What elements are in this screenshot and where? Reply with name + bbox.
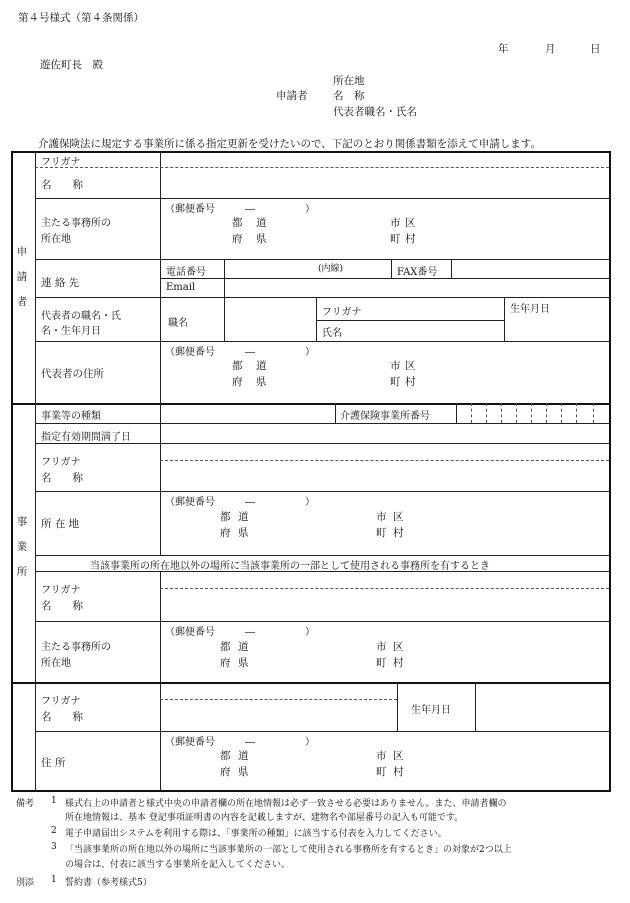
intro-text: 介護保険法に規定する事業所に係る指定更新を受けたいので、下記のとおり関係書類を添えて申請します。 xyxy=(38,138,541,150)
office-name-label: 名 称 xyxy=(41,472,83,484)
person-furigana-label: フリガナ xyxy=(41,696,81,707)
person-do: 道 xyxy=(238,750,249,762)
rep-name-label: 氏名 xyxy=(322,328,342,339)
applicant-ken: 県 xyxy=(256,233,267,245)
note-1-number: 1 xyxy=(51,796,57,806)
note-3-line-2: の場合は、付表に該当する事業所を記入してください。 xyxy=(65,860,291,870)
applicant-fu: 府 xyxy=(232,233,243,245)
rep-address-label: 代表者の住所 xyxy=(41,368,104,380)
office-to: 都 xyxy=(220,511,231,523)
rep-birth-label: 生年月日 xyxy=(510,304,550,315)
phone-label: 電話番号 xyxy=(166,267,206,278)
person-address-label: 住 所 xyxy=(41,757,66,769)
rep-title-label: 職名 xyxy=(168,318,188,329)
applicant-to: 都 xyxy=(232,217,243,229)
rep-shi: 市 xyxy=(390,360,401,372)
branch-fu: 府 xyxy=(220,657,231,669)
note-2-number: 2 xyxy=(51,826,57,836)
extension-label: (内線) xyxy=(318,264,344,274)
branch-do: 道 xyxy=(238,641,249,653)
office-shi: 市 xyxy=(376,511,387,523)
branch-furigana-label: フリガナ xyxy=(41,585,81,596)
rep-ku: 区 xyxy=(405,360,416,372)
date-month: 月 xyxy=(545,43,556,55)
rep-label-1: 代表者の職名・氏 xyxy=(41,311,121,322)
branch-son: 村 xyxy=(393,657,404,669)
office-furigana-label: フリガナ xyxy=(41,457,81,468)
person-fu: 府 xyxy=(220,766,231,778)
person-postal: （郵便番号 ― ） xyxy=(165,737,315,748)
office-fu: 府 xyxy=(220,527,231,539)
person-ku: 区 xyxy=(393,750,404,762)
rep-to: 都 xyxy=(232,360,243,372)
applicant-main-office-label-1: 主たる事務所の xyxy=(41,218,111,229)
office-section-label: 事 業 所 xyxy=(16,516,28,578)
insurance-number-label: 介護保険事業所番号 xyxy=(340,411,430,422)
notes-label: 備考 xyxy=(16,799,35,809)
header-applicant-label: 申請者 xyxy=(276,90,308,102)
applicant-shi: 市 xyxy=(390,217,401,229)
date-year: 年 xyxy=(498,43,509,55)
addressee: 遊佐町長 殿 xyxy=(40,59,103,71)
attachment-number: 1 xyxy=(51,875,57,885)
applicant-main-office-label-2: 所在地 xyxy=(41,234,71,245)
person-cho: 町 xyxy=(376,766,387,778)
branch-office-note: 当該事業所の所在地以外の場所に当該事業所の一部として使用される事務所を有するとき xyxy=(90,561,490,572)
branch-postal: （郵便番号 ― ） xyxy=(165,627,315,638)
branch-to: 都 xyxy=(220,641,231,653)
note-3-number: 3 xyxy=(51,842,57,852)
person-birth-label: 生年月日 xyxy=(411,705,451,716)
branch-cho: 町 xyxy=(376,657,387,669)
note-1-line-1: 様式右上の申請者と様式中央の申請者欄の所在地情報は必ず一致させる必要はありません。また、申請者欄の xyxy=(65,799,507,809)
note-3-line-1: 「当該事業所の所在地以外の場所に当該事業所の一部として使用される事務所を有するとき」の対象が2つ以上 xyxy=(65,845,512,855)
person-shi: 市 xyxy=(376,750,387,762)
attachment-label: 別添 xyxy=(16,878,35,888)
header-address-label: 所在地 xyxy=(333,75,365,87)
person-to: 都 xyxy=(220,750,231,762)
branch-shi: 市 xyxy=(376,641,387,653)
attachment-text: 誓約書（参考様式5） xyxy=(65,878,152,888)
office-ken: 県 xyxy=(238,527,249,539)
rep-postal: （郵便番号 ― ） xyxy=(165,347,315,358)
header-rep-label: 代表者職名・氏名 xyxy=(333,106,417,118)
rep-ken: 県 xyxy=(256,376,267,388)
branch-ku: 区 xyxy=(393,641,404,653)
person-ken: 県 xyxy=(238,766,249,778)
office-do: 道 xyxy=(238,511,249,523)
rep-son: 村 xyxy=(405,376,416,388)
rep-cho: 町 xyxy=(390,376,401,388)
note-2-text: 電子申請届出システムを利用する際は、「事業所の種類」に該当する付表を入力してください。 xyxy=(65,829,447,839)
rep-do: 道 xyxy=(256,360,267,372)
applicant-section-label: 申 請 者 xyxy=(16,246,28,308)
business-type-label: 事業等の種類 xyxy=(41,411,101,422)
fax-label: FAX番号 xyxy=(397,267,438,278)
email-label: Email xyxy=(166,282,196,293)
header-name-label: 名 称 xyxy=(333,90,365,102)
rep-label-2: 名・生年月日 xyxy=(41,326,101,337)
branch-main-office-label-1: 主たる事務所の xyxy=(41,642,111,653)
applicant-name-label: 名 称 xyxy=(41,179,83,191)
office-location-label: 所 在 地 xyxy=(41,518,80,530)
branch-main-office-label-2: 所在地 xyxy=(41,658,71,669)
branch-name-label: 名 称 xyxy=(41,600,83,612)
rep-fu: 府 xyxy=(232,376,243,388)
applicant-son: 村 xyxy=(405,233,416,245)
applicant-postal: （郵便番号 ― ） xyxy=(165,204,315,215)
office-postal: （郵便番号 ― ） xyxy=(165,497,315,508)
rep-furigana-label: フリガナ xyxy=(322,307,362,318)
note-1-line-2: 所在地情報は、基本 登記事項証明書の内容を記載しますが、建物名や部屋番号の記入も可能です。 xyxy=(65,813,464,823)
contact-label: 連 絡 先 xyxy=(41,277,80,289)
person-name-label: 名 称 xyxy=(41,711,83,723)
applicant-cho: 町 xyxy=(390,233,401,245)
office-son: 村 xyxy=(393,527,404,539)
applicant-ku: 区 xyxy=(405,217,416,229)
form-title: 第４号様式（第４条関係） xyxy=(18,12,144,24)
office-cho: 町 xyxy=(376,527,387,539)
date-day: 日 xyxy=(590,43,601,55)
branch-ken: 県 xyxy=(238,657,249,669)
expiry-label: 指定有効期間満了日 xyxy=(41,432,131,443)
applicant-do: 道 xyxy=(256,217,267,229)
office-ku: 区 xyxy=(393,511,404,523)
person-son: 村 xyxy=(393,766,404,778)
applicant-furigana-label: フリガナ xyxy=(41,157,81,168)
